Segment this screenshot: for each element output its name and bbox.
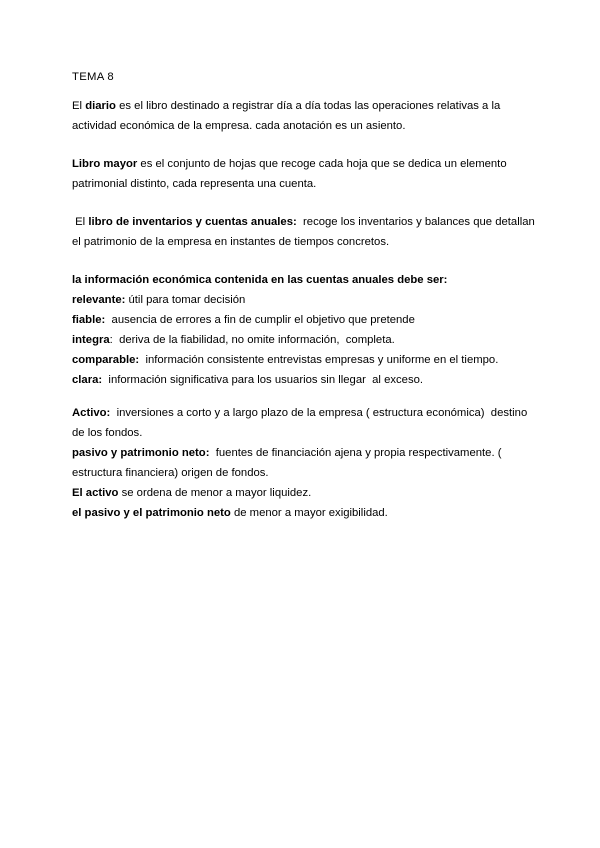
diario-line-1	[72, 96, 532, 116]
text: es el conjunto de hojas que recoge cada hoja que se dedica un elemento	[137, 158, 507, 170]
list-item	[72, 330, 532, 350]
list-item	[72, 310, 532, 330]
activo-line-1	[72, 403, 532, 423]
description: información significativa para los usuarios sin llegar al exceso.	[102, 374, 424, 386]
text: El	[72, 100, 86, 112]
term-pasivo: pasivo y patrimonio neto:	[72, 447, 210, 459]
list-item	[72, 350, 532, 370]
term: integra	[72, 334, 110, 346]
text: recoge los inventarios y balances que detallan	[296, 216, 535, 228]
section-activo-pasivo	[72, 403, 532, 523]
activo-line-2: de los fondos.	[72, 427, 143, 439]
text: inversiones a corto y a largo plazo de la empresa ( estructura económica) destino	[110, 407, 528, 419]
text: es el libro destinado a registrar día a día todas las operaciones relativas a la	[115, 100, 501, 112]
text: El	[72, 216, 89, 228]
term-activo: Activo:	[72, 407, 111, 419]
mayor-line-2: patrimonial distinto, cada representa una cuenta.	[72, 178, 317, 190]
paragraph-libro-mayor	[72, 154, 532, 194]
activo-line-3	[72, 443, 532, 463]
description: información consistente entrevistas empresas y uniforme en el tiempo.	[139, 354, 499, 366]
term-inventarios: libro de inventarios y cuentas anuales:	[88, 216, 297, 228]
term: comparable:	[72, 354, 140, 366]
text: fuentes de financiación ajena y propia respectivamente. (	[209, 447, 502, 459]
text: se ordena de menor a mayor liquidez.	[118, 487, 312, 499]
list-item	[72, 370, 532, 390]
description: : deriva de la fiabilidad, no omite información, completa.	[109, 334, 395, 346]
activo-line-5	[72, 483, 532, 503]
term: clara:	[72, 374, 103, 386]
paragraph-diario	[72, 96, 532, 136]
term-diario: diario	[85, 100, 116, 112]
section-informacion	[72, 270, 532, 390]
activo-line-4: estructura financiera) origen de fondos.	[72, 467, 269, 479]
mayor-line-1	[72, 154, 532, 174]
description: útil para tomar decisión	[125, 294, 246, 306]
term-el-pasivo: el pasivo y el patrimonio neto	[72, 507, 231, 519]
inventarios-line-2: el patrimonio de la empresa en instantes de tiempos concretos.	[72, 236, 390, 248]
term: relevante:	[72, 294, 126, 306]
term-el-activo: El activo	[72, 487, 119, 499]
text: de menor a mayor exigibilidad.	[230, 507, 388, 519]
term-libro-mayor: Libro mayor	[72, 158, 138, 170]
activo-line-6	[72, 503, 532, 523]
info-heading	[72, 270, 532, 290]
description: ausencia de errores a fin de cumplir el objetivo que pretende	[105, 314, 415, 326]
info-heading-text: la información económica contenida en las cuentas anuales debe ser:	[72, 274, 448, 286]
list-item	[72, 290, 532, 310]
term: fiable:	[72, 314, 106, 326]
page-title: TEMA 8	[72, 71, 114, 83]
paragraph-inventarios	[72, 212, 535, 252]
inventarios-line-1	[72, 212, 535, 232]
diario-line-2: actividad económica de la empresa. cada anotación es un asiento.	[72, 120, 406, 132]
